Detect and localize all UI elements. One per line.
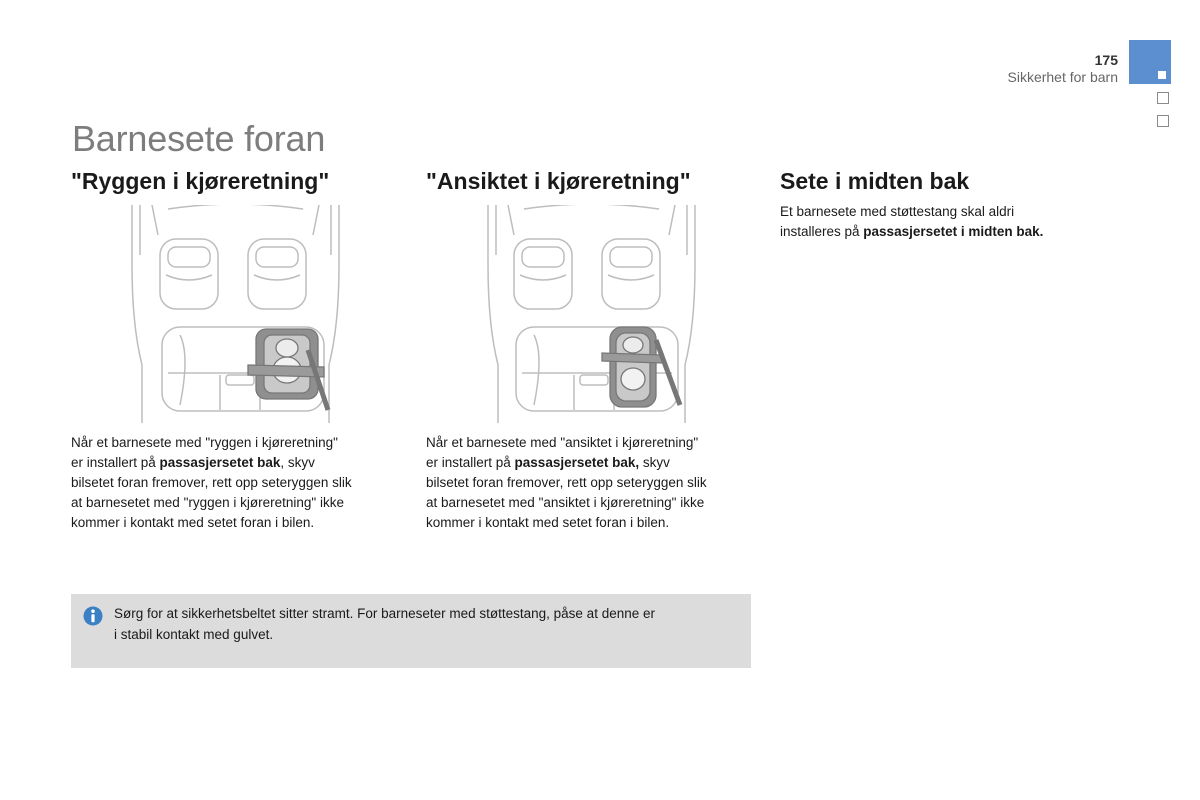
text-span: , skyv [280,455,315,470]
info-note [71,594,751,668]
section-heading-forward-facing: "Ansiktet i kjøreretning" [426,168,691,194]
text-line: kommer i kontakt med setet foran i bilen. [71,515,315,530]
text-line: kommer i kontakt med setet foran i bilen. [426,515,670,530]
section-heading-rear-facing: "Ryggen i kjøreretning" [71,168,330,194]
text-line [426,453,766,473]
chapter-title: Sikkerhet for barn [1007,69,1118,85]
text-span: er installert på [71,455,160,470]
text-line: Når et barnesete med "ansiktet i kjøreretning" [426,435,699,450]
chapter-tab [1129,40,1171,84]
page-title: Barnesete foran [72,118,326,159]
text-line: bilsetet foran fremover, rett opp seteryggen slik [426,475,707,490]
text-bold: passasjersetet i midten bak. [863,224,1044,239]
text-line: at barnesetet med "ansiktet i kjøreretning" ikke [426,495,705,510]
text-line: at barnesetet med "ryggen i kjøreretning" ikke [71,495,344,510]
text-line: bilsetet foran fremover, rett opp seteryggen slik [71,475,352,490]
text-line [71,453,411,473]
text-bold: passasjersetet bak, [514,455,640,470]
text-line [780,222,1120,242]
note-line: Sørg for at sikkerhetsbeltet sitter stramt. For barneseter med støttestang, påse at denne er [114,606,655,621]
forward-facing-seat-illustration [484,205,699,423]
note-text [114,603,742,645]
section-text-middle-rear [780,202,1120,242]
rear-facing-seat-illustration [128,205,343,423]
text-span: er installert på [426,455,515,470]
text-line: Et barnesete med støttestang skal aldri [780,204,1015,219]
note-line: i stabil kontakt med gulvet. [114,627,274,642]
section-text-rear-facing [71,433,411,533]
section-heading-middle-rear: Sete i midten bak [780,168,970,194]
page-number: 175 [1094,52,1118,68]
tab-square-icon [1157,92,1169,104]
info-icon [83,606,103,626]
section-text-forward-facing [426,433,766,533]
tab-square-icon [1157,115,1169,127]
text-line: Når et barnesete med "ryggen i kjøreretning" [71,435,338,450]
text-span: skyv [639,455,670,470]
text-span: installeres på [780,224,864,239]
tab-marker [1158,71,1166,79]
text-bold: passasjersetet bak [159,455,281,470]
